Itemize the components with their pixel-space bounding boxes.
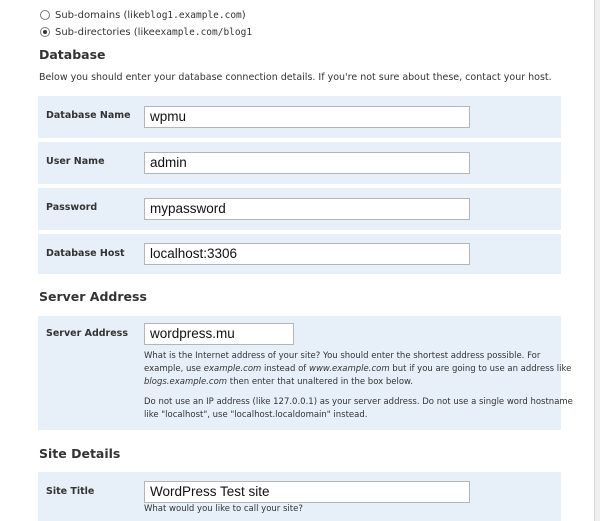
- database-host-input[interactable]: localhost:3306: [144, 243, 470, 265]
- server-help-example-blogs: blogs.example.com: [144, 377, 228, 387]
- server-help-line-3: [144, 376, 413, 389]
- radio-subdomains[interactable]: [40, 10, 50, 20]
- server-help-line-2: [144, 363, 571, 376]
- user-name-label: User Name: [46, 156, 105, 167]
- radio-subdirectories-example: example.com/blog1: [154, 26, 253, 38]
- radio-subdirectories-row[interactable]: [40, 25, 252, 39]
- radio-subdirectories[interactable]: [40, 27, 50, 37]
- database-host-label: Database Host: [46, 248, 125, 259]
- database-section-title: Database: [39, 47, 106, 62]
- server-address-row: [38, 316, 573, 430]
- server-help-text: example, use: [144, 364, 204, 374]
- radio-subdomains-example: blog1.example.com: [144, 9, 242, 21]
- site-section-title: Site Details: [39, 446, 121, 461]
- password-label: Password: [46, 202, 98, 213]
- site-title-help: What would you like to call your site?: [144, 504, 303, 514]
- server-address-input[interactable]: wordpress.mu: [144, 323, 294, 345]
- database-name-row: [38, 96, 561, 138]
- user-name-row: [38, 142, 561, 184]
- database-name-label: Database Name: [46, 110, 131, 121]
- database-description: Below you should enter your database connection details. If you're not sure about these, contact your host.: [39, 72, 552, 83]
- database-host-row: [38, 234, 561, 274]
- radio-subdomains-row[interactable]: [40, 8, 252, 22]
- server-help-example-www: www.example.com: [309, 364, 390, 374]
- site-title-label: Site Title: [46, 486, 95, 497]
- server-help-line-4: Do not use an IP address (like 127.0.0.1) as your server address. Do not use a single word hostname: [144, 397, 573, 407]
- radio-subdomains-label: Sub-domains (like: [55, 9, 145, 21]
- server-help-text: but if you are going to use an address like: [389, 364, 572, 374]
- server-help-line-1: What is the Internet address of your site? You should enter the shortest address possible. For: [144, 351, 541, 361]
- user-name-input[interactable]: admin: [144, 152, 470, 174]
- server-section-title: Server Address: [39, 289, 147, 304]
- database-name-input[interactable]: wpmu: [144, 106, 470, 128]
- password-input[interactable]: mypassword: [144, 198, 470, 220]
- radio-subdirectories-label: Sub-directories (like: [55, 26, 155, 38]
- site-title-input[interactable]: WordPress Test site: [144, 481, 470, 503]
- server-help-example: example.com: [203, 364, 262, 374]
- server-address-label: Server Address: [46, 328, 128, 339]
- site-title-row: [38, 472, 561, 521]
- address-type-radio-group: [40, 8, 252, 42]
- password-row: [38, 188, 561, 230]
- server-help-text: instead of: [261, 364, 309, 374]
- window-edge: [594, 0, 600, 521]
- server-help-text: then enter that unaltered in the box below.: [227, 377, 413, 387]
- server-help-line-5: like "localhost", use "localhost.localdomain" instead.: [144, 410, 368, 420]
- radio-subdomains-suffix: ): [241, 9, 246, 21]
